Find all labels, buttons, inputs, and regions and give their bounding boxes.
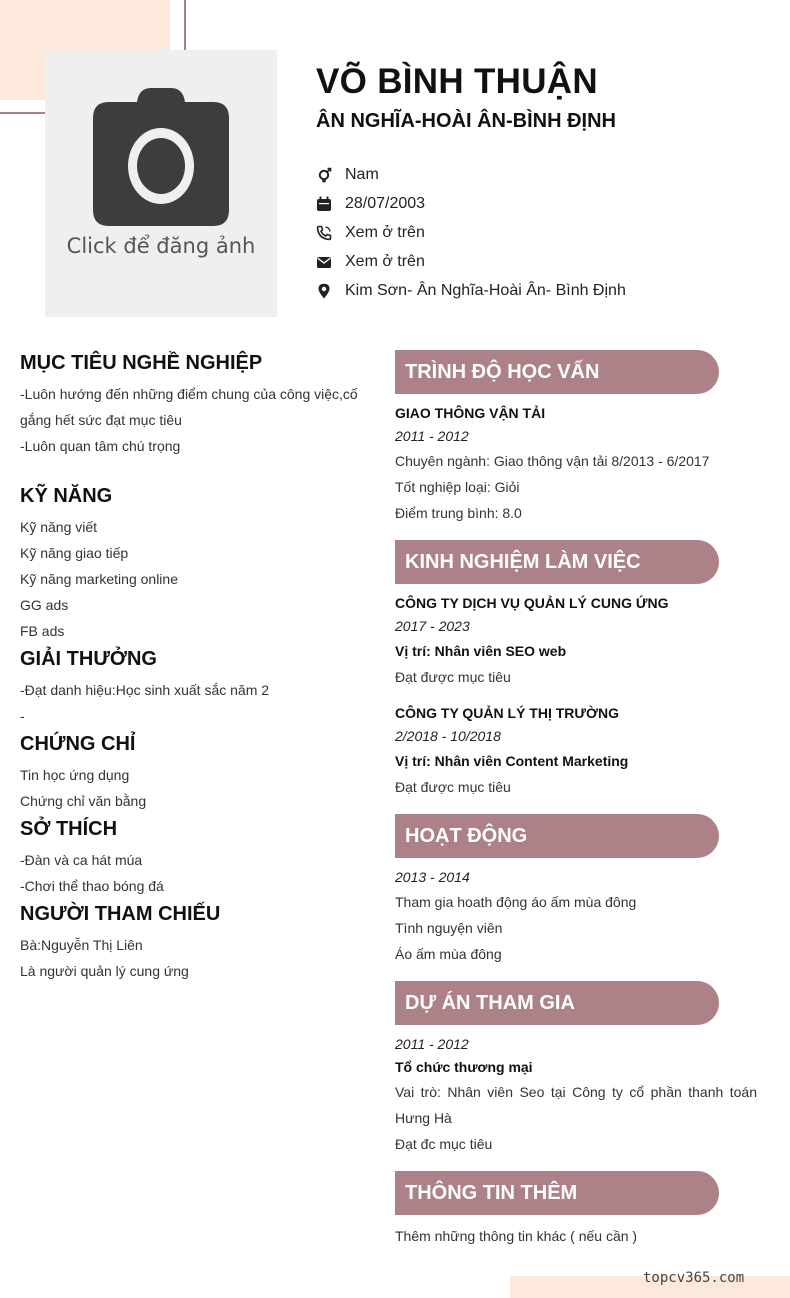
section-skills[interactable] — [20, 485, 360, 644]
project-name: Tổ chức thương mại — [395, 1059, 533, 1075]
objective-line: gắng hết sức đạt mục tiêu — [20, 412, 182, 428]
more-info-title: THÔNG TIN THÊM — [395, 1171, 719, 1215]
skill-item: Kỹ năng viết — [20, 519, 98, 535]
section-activities[interactable] — [395, 814, 757, 967]
objective-title: MỤC TIÊU NGHỀ NGHIỆP — [20, 352, 263, 374]
skill-item: Kỹ năng marketing online — [20, 571, 178, 587]
skills-title: KỸ NĂNG — [20, 485, 113, 507]
job-desc: Đạt được mục tiêu — [395, 669, 511, 685]
job-time: 2017 - 2023 — [395, 618, 470, 634]
watermark: topcv365.com — [643, 1270, 745, 1286]
job-company: CÔNG TY QUẢN LÝ THỊ TRƯỜNG — [395, 705, 619, 721]
award-line: - — [20, 708, 25, 724]
award-line: -Đạt danh hiệu:Học sinh xuất sắc năm 2 — [20, 682, 270, 698]
objective-line: -Luôn quan tâm chú trọng — [20, 438, 181, 454]
left-column — [20, 352, 360, 984]
job-item[interactable] — [395, 592, 757, 690]
job-item[interactable] — [395, 702, 757, 800]
gender-icon — [316, 167, 332, 183]
camera-icon — [91, 88, 231, 228]
section-certificates[interactable] — [20, 733, 360, 814]
phone-value: Xem ở trên — [345, 223, 425, 241]
education-title: TRÌNH ĐỘ HỌC VẤN — [395, 350, 719, 394]
section-hobbies[interactable] — [20, 818, 360, 899]
activity-line: Tham gia hoath động áo ấm mùa đông — [395, 894, 637, 910]
project-desc: Đạt đc mục tiêu — [395, 1136, 493, 1152]
hobby-item: -Đàn và ca hát múa — [20, 852, 143, 868]
reference-line: Là người quản lý cung ứng — [20, 963, 189, 979]
gender-value: Nam — [345, 165, 379, 183]
candidate-position[interactable]: ÂN NGHĨA-HOÀI ÂN-BÌNH ĐỊNH — [316, 110, 616, 132]
section-projects[interactable] — [395, 981, 757, 1157]
section-awards[interactable] — [20, 648, 360, 729]
map-pin-icon — [316, 283, 332, 299]
education-time: 2011 - 2012 — [395, 428, 469, 444]
contact-address[interactable] — [316, 276, 626, 305]
education-line: Tốt nghiệp loại: Giỏi — [395, 479, 520, 495]
activity-time: 2013 - 2014 — [395, 869, 470, 885]
birthday-value: 28/07/2003 — [345, 194, 426, 212]
contact-gender[interactable] — [316, 160, 626, 189]
contact-email[interactable] — [316, 247, 626, 276]
photo-upload-label: Click để đăng ảnh — [66, 234, 256, 258]
skill-item: GG ads — [20, 597, 69, 613]
envelope-icon — [316, 254, 332, 270]
job-time: 2/2018 - 10/2018 — [395, 728, 501, 744]
certificates-title: CHỨNG CHỈ — [20, 733, 136, 755]
awards-title: GIẢI THƯỞNG — [20, 648, 157, 670]
project-role-cont: Hưng Hà — [395, 1110, 452, 1126]
section-more-info[interactable] — [395, 1171, 757, 1249]
education-line: Chuyên ngành: Giao thông vận tải 8/2013 - 6/2017 — [395, 453, 710, 469]
section-education[interactable] — [395, 350, 757, 526]
address-value: Kim Sơn- Ân Nghĩa-Hoài Ân- Bình Định — [345, 281, 626, 299]
section-experience[interactable] — [395, 540, 757, 800]
photo-upload[interactable] — [45, 50, 277, 317]
references-title: NGƯỜI THAM CHIẾU — [20, 903, 221, 925]
section-objective[interactable] — [20, 352, 360, 459]
contact-phone[interactable] — [316, 218, 626, 247]
project-role: Vai trò: Nhân viên Seo tại Công ty cổ phần thanh toán — [395, 1084, 757, 1100]
skill-item: Kỹ năng giao tiếp — [20, 545, 129, 561]
candidate-name[interactable]: VÕ BÌNH THUẬN — [316, 62, 598, 101]
certificate-item: Tin học ứng dụng — [20, 767, 130, 783]
education-school: GIAO THÔNG VẬN TẢI — [395, 405, 546, 421]
certificate-item: Chứng chỉ văn bằng — [20, 793, 147, 809]
projects-title: DỰ ÁN THAM GIA — [395, 981, 719, 1025]
email-value: Xem ở trên — [345, 252, 425, 270]
hobbies-title: SỞ THÍCH — [20, 818, 118, 840]
job-company: CÔNG TY DỊCH VỤ QUẢN LÝ CUNG ỨNG — [395, 595, 669, 611]
reference-line: Bà:Nguyễn Thị Liên — [20, 937, 143, 953]
objective-line: -Luôn hướng đến những điểm chung của công việc,cố — [20, 386, 358, 402]
more-info-text: Thêm những thông tin khác ( nếu cần ) — [395, 1228, 638, 1244]
contact-list — [316, 160, 626, 305]
project-time: 2011 - 2012 — [395, 1036, 469, 1052]
contact-birthday[interactable] — [316, 189, 626, 218]
job-role: Vị trí: Nhân viên Content Marketing — [395, 753, 629, 769]
job-role: Vị trí: Nhân viên SEO web — [395, 643, 567, 659]
right-column — [395, 350, 757, 1249]
hobby-item: -Chơi thể thao bóng đá — [20, 878, 164, 894]
activities-title: HOẠT ĐỘNG — [395, 814, 719, 858]
section-references[interactable] — [20, 903, 360, 984]
phone-icon — [316, 225, 332, 241]
education-line: Điểm trung bình: 8.0 — [395, 505, 522, 521]
calendar-icon — [316, 196, 332, 212]
job-desc: Đạt được mục tiêu — [395, 779, 511, 795]
activity-line: Tình nguyện viên — [395, 920, 503, 936]
activity-line: Áo ấm mùa đông — [395, 946, 502, 962]
experience-title: KINH NGHIỆM LÀM VIỆC — [395, 540, 719, 584]
skill-item: FB ads — [20, 623, 65, 639]
